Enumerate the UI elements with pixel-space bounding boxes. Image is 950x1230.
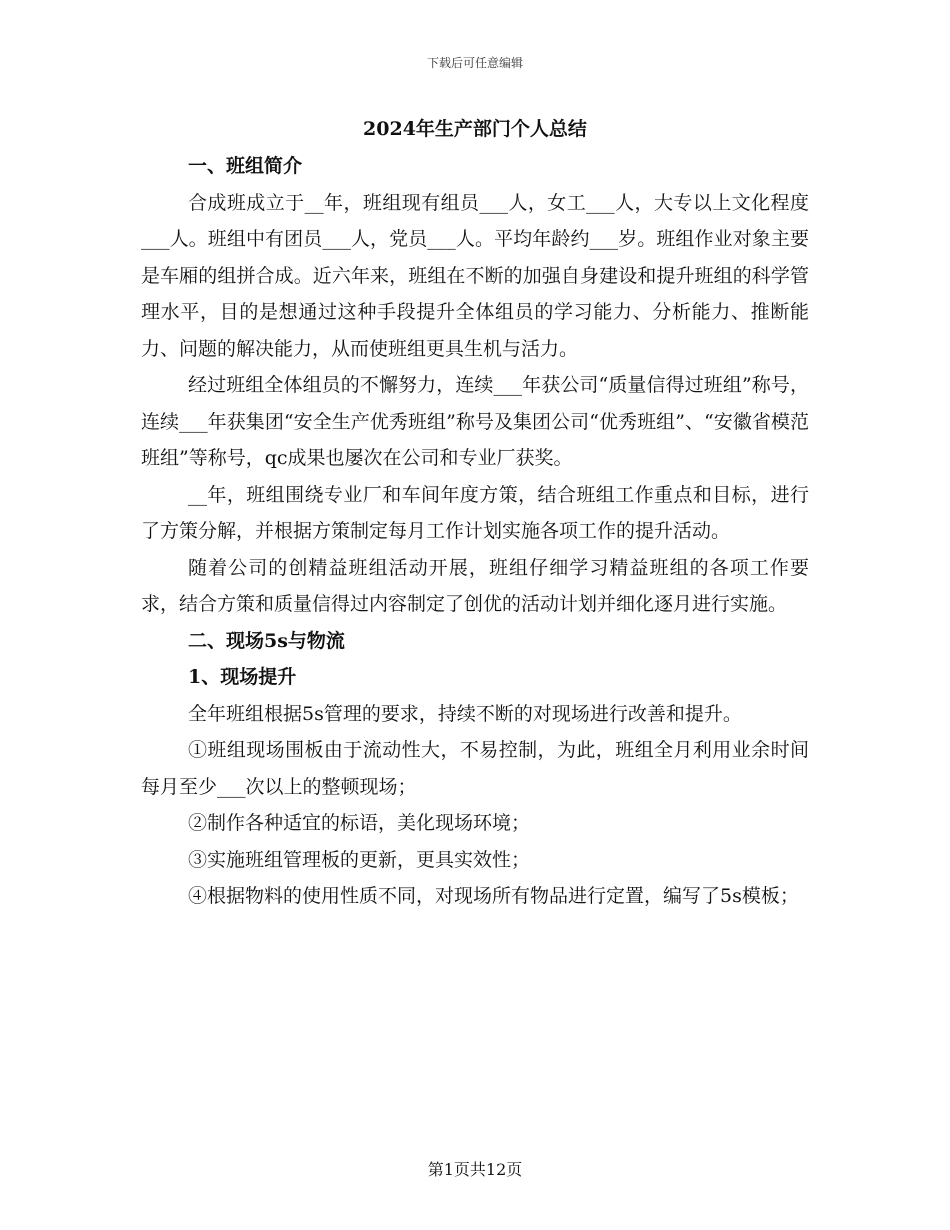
section-heading: 二、现场5s与物流 [188,629,345,652]
document-body [141,148,809,915]
list-item: ②制作各种适宜的标语，美化现场环境； [188,812,531,834]
header-note: 下载后可任意编辑 [426,56,523,70]
subsection-heading: 1、现场提升 [188,666,297,688]
list-item: ①班组现场围板由于流动性大，不易控制，为此，班组全月利用业余时间每月至少___次以上的整顿现场； [141,739,809,798]
page-footer: 第1页共12页 [427,1160,523,1179]
paragraph: 经过班组全体组员的不懈努力，连续___年获公司“质量信得过班组”称号，连续___年获集团“安全生产优秀班组”称号及集团公司“优秀班组”、“安徽省模范班组”等称号，qc成果也屡次在公司和专业厂获奖。 [141,374,809,469]
paragraph: 随着公司的创精益班组活动开展，班组仔细学习精益班组的各项工作要求，结合方策和质量信得过内容制定了创优的活动计划并细化逐月进行实施。 [141,556,809,615]
section-heading: 一、班组简介 [188,155,303,177]
document-title: 2024年生产部门个人总结 [363,118,587,140]
paragraph: 全年班组根据5s管理的要求，持续不断的对现场进行改善和提升。 [188,702,742,725]
list-item: ③实施班组管理板的更新，更具实效性； [188,848,531,871]
list-item: ④根据物料的使用性质不同，对现场所有物品进行定置，编写了5s模板； [188,885,799,907]
paragraph: 合成班成立于__年，班组现有组员___人，女工___人，大专以上文化程度___人。班组中有团员___人，党员___人。平均年龄约___岁。班组作业对象主要是车厢的组拼合成。近六年来，班组在不断的加强自身建设和提升班组的科学管理水平，目的是想通过这种手段提升全体组员的学习能力、分析能力、推断能力、问题的解决能力，从而使班组更具生机与活力。 [141,191,809,360]
paragraph: __年，班组围绕专业厂和车间年度方策，结合班组工作重点和目标，进行了方策分解，并根据方策制定每月工作计划实施各项工作的提升活动。 [141,483,809,542]
